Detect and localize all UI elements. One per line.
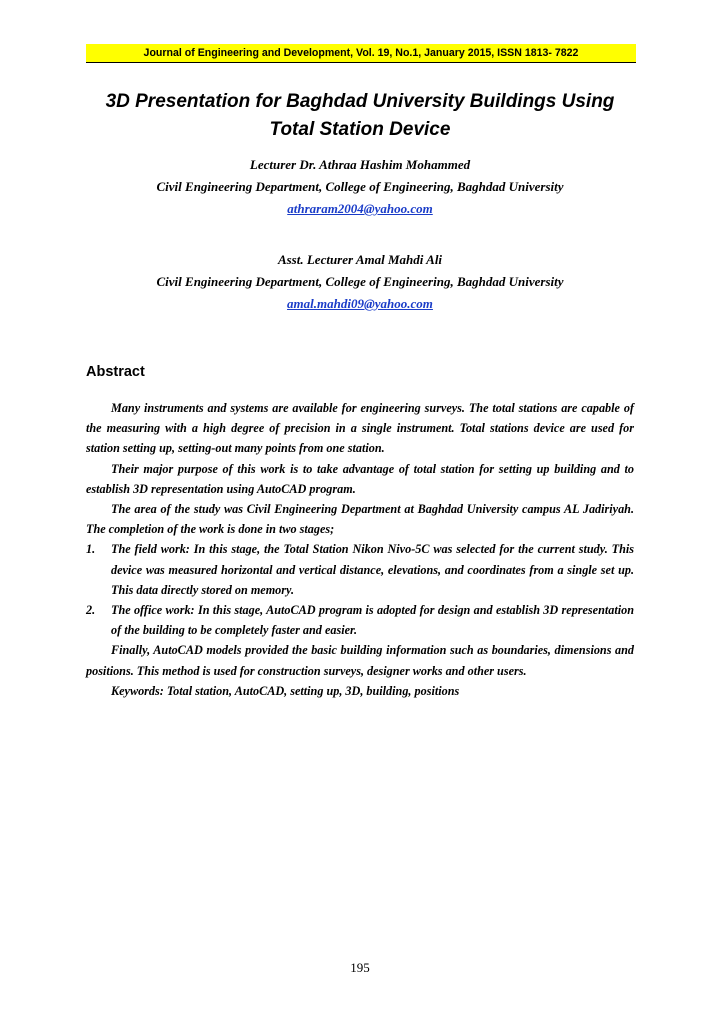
author-name: Asst. Lecturer Amal Mahdi Ali bbox=[277, 252, 443, 267]
keywords: Keywords: Total station, AutoCAD, setting up, 3D, building, positions bbox=[111, 683, 460, 698]
abstract-paragraph: Many instruments and systems are available for engineering surveys. The total stations are capable of the measuring with a high degree of precision in a single instrument. Total stations device are used for station setting up, setting-out many points from one station. bbox=[86, 401, 634, 456]
list-number: 2. bbox=[86, 603, 96, 618]
list-number: 1. bbox=[86, 542, 96, 557]
journal-header bbox=[86, 44, 636, 63]
author-affiliation: Civil Engineering Department, College of Engineering, Baghdad University bbox=[156, 274, 564, 289]
abstract-list-item bbox=[86, 600, 634, 640]
abstract-body bbox=[86, 398, 634, 701]
author-email-link[interactable]: amal.mahdi09@yahoo.com bbox=[287, 296, 433, 311]
page-number: 195 bbox=[350, 960, 370, 975]
author-email-link[interactable]: athraram2004@yahoo.com bbox=[287, 201, 433, 216]
paper-title-line-1: 3D Presentation for Baghdad University Buildings Using bbox=[105, 91, 615, 112]
abstract-list-item bbox=[86, 539, 634, 600]
abstract-paragraph: Finally, AutoCAD models provided the basic building information such as boundaries, dimensions and positions. This method is used for construction surveys, designer works and other users. bbox=[86, 643, 634, 678]
paper-title-line-2: Total Station Device bbox=[269, 119, 451, 140]
abstract-heading: Abstract bbox=[86, 364, 145, 380]
list-text: The field work: In this stage, the Total Station Nikon Nivo-5C was selected for the current study. This device was measured horizontal and vertical distance, elevations, and coordinates from a single set up. This data directly stored on memory. bbox=[111, 542, 634, 597]
journal-header-text: Journal of Engineering and Development, Vol. 19, No.1, January 2015, ISSN 1813- 7822 bbox=[143, 47, 579, 59]
author-name: Lecturer Dr. Athraa Hashim Mohammed bbox=[249, 157, 471, 172]
list-text: The office work: In this stage, AutoCAD program is adopted for design and establish 3D representation of the building to be completely faster and easier. bbox=[111, 603, 634, 638]
paper-title bbox=[60, 88, 660, 144]
abstract-paragraph: The area of the study was Civil Engineering Department at Baghdad University campus AL Jadiriyah. The completion of the work is done in two stages; bbox=[86, 502, 634, 537]
abstract-paragraph: Their major purpose of this work is to take advantage of total station for setting up building and to establish 3D representation using AutoCAD program. bbox=[86, 461, 634, 496]
author-block-2 bbox=[60, 249, 660, 315]
author-block-1 bbox=[60, 154, 660, 220]
author-affiliation: Civil Engineering Department, College of Engineering, Baghdad University bbox=[156, 179, 564, 194]
